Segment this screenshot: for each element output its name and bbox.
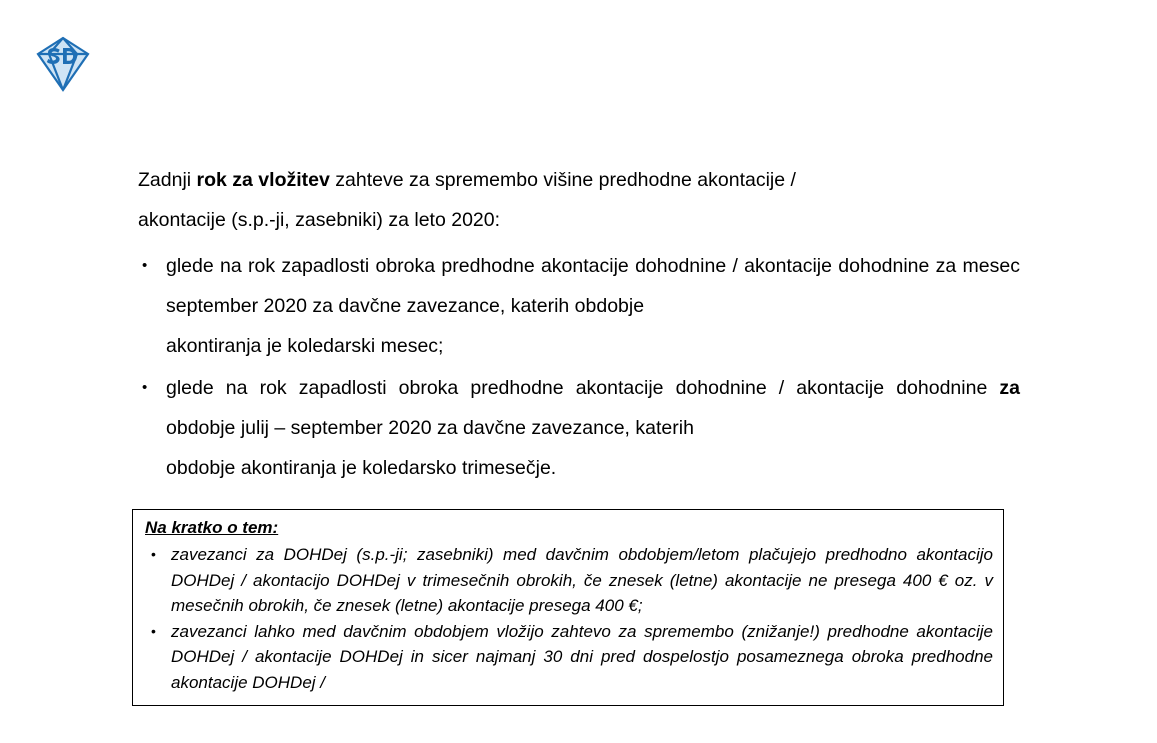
document-body: [138, 160, 1020, 490]
bullet-2-main: glede na rok zapadlosti obroka predhodne akontacije dohodnine / akontacije dohodnine: [166, 377, 1000, 399]
intro-bold: rok za vložitev: [196, 169, 330, 191]
summary-note-box: [132, 509, 1004, 706]
list-item: • zavezanci lahko med davčnim obdobjem vložijo zahtevo za spremembo (znižanje!) predhodne akontacije DOHDej / akontacije DOHDej in sicer najmanj 30 dni pred dospelostjo posameznega obroka predhodne akontacije DOHDej /: [145, 619, 993, 696]
intro-paragraph: [138, 160, 1020, 200]
intro-paragraph-line2: akontacije (s.p.-ji, zasebniki) za leto 2020:: [138, 209, 501, 231]
note-bullet-list: [145, 542, 993, 695]
list-item: [138, 368, 1020, 488]
bullet-2-main2: obdobje julij – september 2020 za davčne zavezance, katerih: [166, 417, 694, 439]
intro-pre: Zadnji: [138, 169, 197, 191]
list-item: [138, 246, 1020, 366]
list-item: • zavezanci za DOHDej (s.p.-ji; zasebniki) med davčnim obdobjem/letom plačujejo predhodno akontacijo DOHDej / akontacijo DOHDej v trimesečnih obrokih, če znesek (letne) akontacije ne presega 400 € oz. v mesečnih obrokih, če znesek (letne) akontacije presega 400 €;: [145, 542, 993, 619]
bullet-1-tail: akontiranja je koledarski mesec;: [166, 335, 444, 357]
bullet-2-tail: obdobje akontiranja je koledarsko trimesečje.: [166, 457, 557, 479]
bullet-1-main: glede na rok zapadlosti obroka predhodne akontacije dohodnine / akontacije dohodnine za mesec september 2020 za davčne zavezance, katerih obdobje: [166, 255, 1020, 317]
intro-post: zahteve za spremembo višine predhodne akontacije /: [329, 169, 796, 191]
bullet-2-bold: za: [999, 377, 1020, 399]
main-bullet-list: [138, 246, 1020, 488]
note-title: Na kratko o tem:: [145, 518, 279, 537]
company-logo: [28, 32, 98, 96]
